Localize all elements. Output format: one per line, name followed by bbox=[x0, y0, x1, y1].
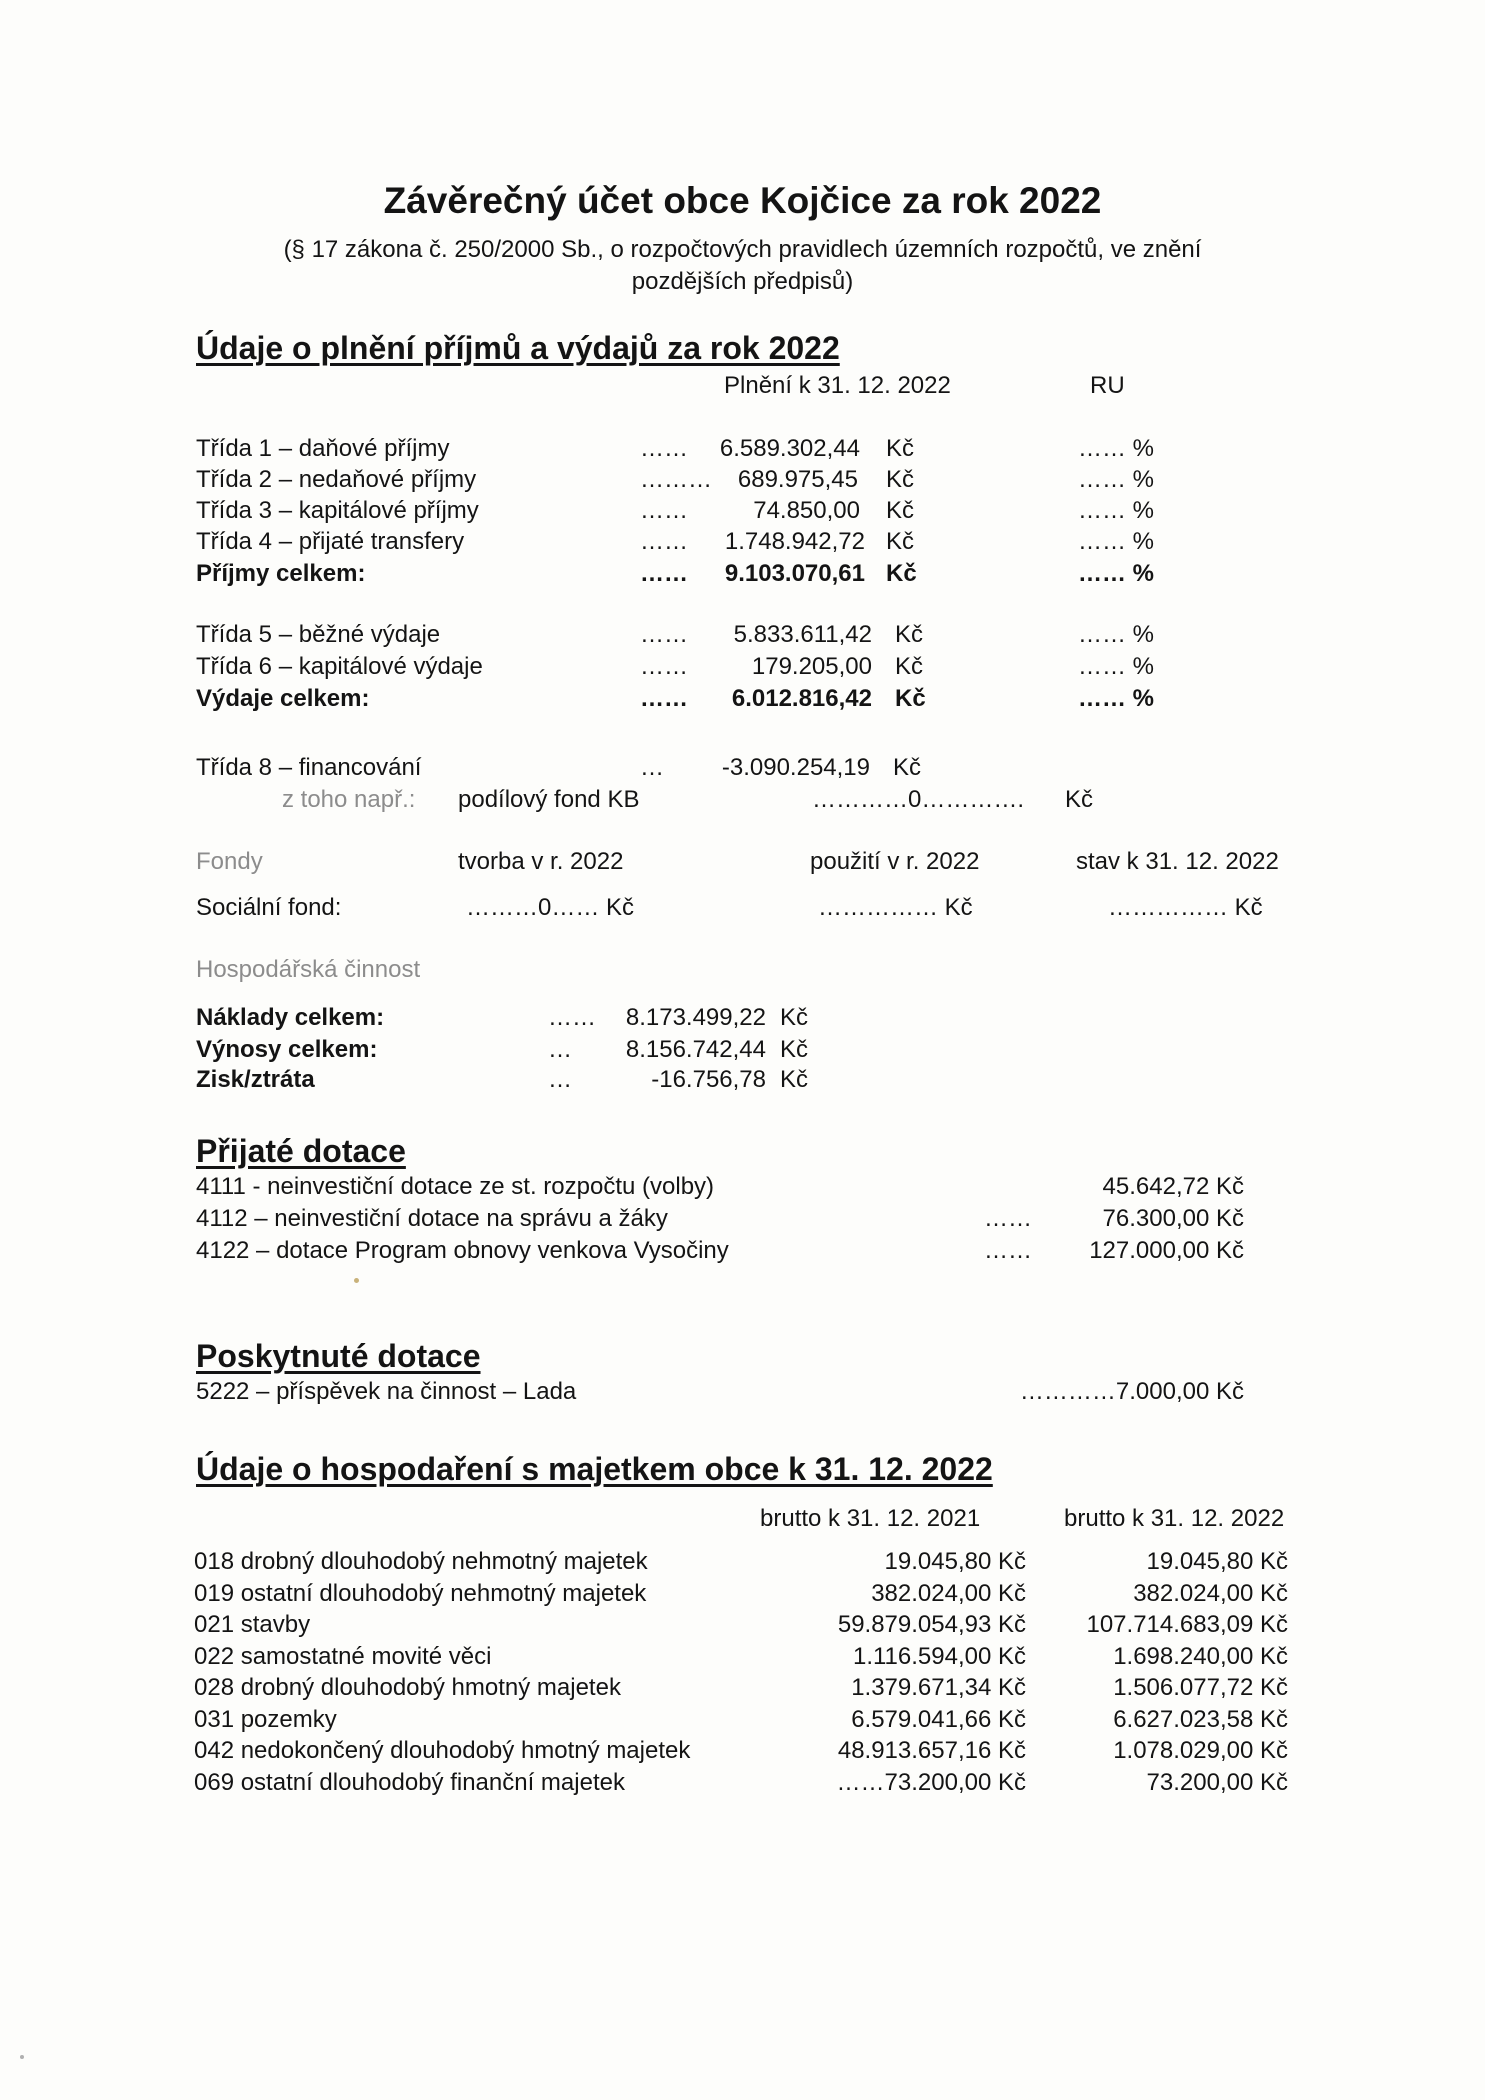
prijate-dotace-row-dots: …… bbox=[984, 1237, 1032, 1264]
majetek-row-2021: 6.579.041,66 Kč bbox=[851, 1706, 1026, 1733]
row-dots: …… bbox=[640, 497, 688, 524]
row-ru: …… % bbox=[1078, 466, 1155, 493]
fondy-col-tvorba: tvorba v r. 2022 bbox=[458, 848, 624, 875]
row-amount: 6.589.302,44 bbox=[719, 435, 860, 462]
majetek-row-2021: 19.045,80 Kč bbox=[884, 1548, 1026, 1575]
row-unit: Kč bbox=[886, 435, 915, 462]
row-unit: Kč bbox=[886, 497, 915, 524]
hospodarska-row-label: Náklady celkem: bbox=[196, 1004, 385, 1031]
row-unit: Kč bbox=[886, 560, 917, 587]
row-unit: Kč bbox=[895, 653, 924, 680]
row-dots: …… bbox=[640, 653, 688, 680]
socialni-fond-label: Sociální fond: bbox=[196, 894, 342, 921]
fond-kb-unit: Kč bbox=[1065, 786, 1094, 813]
row-ru: …… % bbox=[1078, 621, 1155, 648]
majetek-row-2021: 48.913.657,16 Kč bbox=[837, 1737, 1026, 1764]
section-heading-plneni: Údaje o plnění příjmů a výdajů za rok 2022 bbox=[196, 330, 840, 366]
hospodarska-row-label: Zisk/ztráta bbox=[196, 1066, 315, 1093]
majetek-row-2021: 1.379.671,34 Kč bbox=[851, 1674, 1026, 1701]
prijate-dotace-row-dots: …… bbox=[984, 1205, 1032, 1232]
majetek-col-2021: brutto k 31. 12. 2021 bbox=[760, 1505, 981, 1532]
hospodarska-row-amount: 8.156.742,44 bbox=[625, 1036, 766, 1063]
column-header-plneni: Plnění k 31. 12. 2022 bbox=[724, 372, 951, 399]
row-unit: Kč bbox=[886, 528, 915, 555]
section-heading-poskytnute-dotace: Poskytnuté dotace bbox=[196, 1338, 481, 1374]
fond-kb-prefix: z toho např.: bbox=[282, 786, 416, 813]
row-label: Třída 1 – daňové příjmy bbox=[196, 435, 450, 462]
fondy-label: Fondy bbox=[196, 848, 263, 875]
row-dots: ……… bbox=[640, 466, 712, 493]
financovani-dots: … bbox=[640, 754, 664, 781]
hospodarska-row-dots: …… bbox=[548, 1004, 596, 1031]
row-dots: …… bbox=[640, 528, 688, 555]
prijate-dotace-row-label: 4112 – neinvestiční dotace na správu a žáky bbox=[196, 1205, 668, 1232]
section-heading-majetek: Údaje o hospodaření s majetkem obce k 31. 12. 2022 bbox=[196, 1451, 993, 1487]
scan-speck bbox=[354, 1278, 359, 1283]
majetek-col-2022: brutto k 31. 12. 2022 bbox=[1064, 1505, 1285, 1532]
prijate-dotace-row-value: 76.300,00 Kč bbox=[1102, 1205, 1244, 1232]
majetek-row-2022: 6.627.023,58 Kč bbox=[1113, 1706, 1288, 1733]
majetek-row-2021: 1.116.594,00 Kč bbox=[852, 1643, 1026, 1670]
socialni-fond-tvorba: ………0…… Kč bbox=[466, 894, 635, 921]
row-amount: 1.748.942,72 bbox=[724, 528, 865, 555]
hospodarska-row-label: Výnosy celkem: bbox=[196, 1036, 378, 1063]
row-label-total: Příjmy celkem: bbox=[196, 560, 366, 587]
row-dots: …… bbox=[640, 685, 688, 712]
row-amount: 74.850,00 bbox=[753, 497, 860, 524]
majetek-row-2021: 382.024,00 Kč bbox=[871, 1580, 1026, 1607]
scan-speck bbox=[20, 2055, 24, 2059]
majetek-row-label: 028 drobný dlouhodobý hmotný majetek bbox=[194, 1674, 621, 1701]
row-label: Třída 4 – přijaté transfery bbox=[196, 528, 465, 555]
prijate-dotace-row-label: 4122 – dotace Program obnovy venkova Vysočiny bbox=[196, 1237, 729, 1264]
row-ru: …… % bbox=[1078, 560, 1155, 587]
row-dots: …… bbox=[640, 435, 688, 462]
row-unit: Kč bbox=[895, 621, 924, 648]
poskytnute-dotace-row-value: …………7.000,00 Kč bbox=[1019, 1378, 1244, 1405]
hospodarska-row-dots: … bbox=[548, 1036, 572, 1063]
row-label-total: Výdaje celkem: bbox=[196, 685, 370, 712]
column-header-ru: RU bbox=[1090, 372, 1125, 399]
hospodarska-row-amount: -16.756,78 bbox=[651, 1066, 766, 1093]
row-label: Třída 6 – kapitálové výdaje bbox=[196, 653, 483, 680]
row-unit: Kč bbox=[886, 466, 915, 493]
row-ru: …… % bbox=[1078, 497, 1155, 524]
majetek-row-label: 018 drobný dlouhodobý nehmotný majetek bbox=[194, 1548, 648, 1575]
fondy-col-stav: stav k 31. 12. 2022 bbox=[1076, 848, 1279, 875]
section-heading-prijate-dotace: Přijaté dotace bbox=[196, 1133, 406, 1169]
majetek-row-2022: 1.698.240,00 Kč bbox=[1113, 1643, 1288, 1670]
row-amount-total: 9.103.070,61 bbox=[724, 560, 865, 587]
financovani-unit: Kč bbox=[893, 754, 922, 781]
majetek-row-2022: 1.078.029,00 Kč bbox=[1113, 1737, 1288, 1764]
row-dots: …… bbox=[640, 621, 688, 648]
hospodarska-row-dots: … bbox=[548, 1066, 572, 1093]
row-label: Třída 3 – kapitálové příjmy bbox=[196, 497, 479, 524]
legal-reference-line-1: (§ 17 zákona č. 250/2000 Sb., o rozpočtových pravidlech územních rozpočtů, ve znění bbox=[283, 236, 1202, 263]
row-dots: …… bbox=[640, 560, 688, 587]
hospodarska-row-unit: Kč bbox=[780, 1066, 809, 1093]
socialni-fond-stav: …………… Kč bbox=[1108, 894, 1263, 921]
row-label: Třída 2 – nedaňové příjmy bbox=[196, 466, 477, 493]
socialni-fond-pouziti: …………… Kč bbox=[818, 894, 973, 921]
hospodarska-row-amount: 8.173.499,22 bbox=[625, 1004, 766, 1031]
majetek-row-2022: 1.506.077,72 Kč bbox=[1113, 1674, 1288, 1701]
row-amount: 179.205,00 bbox=[751, 653, 872, 680]
row-ru: …… % bbox=[1078, 435, 1155, 462]
financovani-amount: -3.090.254,19 bbox=[721, 754, 870, 781]
majetek-row-2021: ……73.200,00 Kč bbox=[836, 1769, 1026, 1796]
hospodarska-row-unit: Kč bbox=[780, 1004, 809, 1031]
hospodarska-row-unit: Kč bbox=[780, 1036, 809, 1063]
poskytnute-dotace-row-label: 5222 – příspěvek na činnost – Lada bbox=[196, 1378, 577, 1405]
majetek-row-2021: 59.879.054,93 Kč bbox=[837, 1611, 1026, 1638]
row-amount: 5.833.611,42 bbox=[733, 621, 872, 648]
prijate-dotace-row-label: 4111 - neinvestiční dotace ze st. rozpočtu (volby) bbox=[196, 1173, 715, 1200]
page-title: Závěrečný účet obce Kojčice za rok 2022 bbox=[383, 180, 1102, 221]
majetek-row-2022: 73.200,00 Kč bbox=[1146, 1769, 1288, 1796]
majetek-row-label: 069 ostatní dlouhodobý finanční majetek bbox=[194, 1769, 625, 1796]
majetek-row-label: 019 ostatní dlouhodobý nehmotný majetek bbox=[194, 1580, 647, 1607]
majetek-row-2022: 107.714.683,09 Kč bbox=[1086, 1611, 1288, 1638]
majetek-row-2022: 382.024,00 Kč bbox=[1133, 1580, 1288, 1607]
row-unit: Kč bbox=[895, 685, 926, 712]
majetek-row-label: 042 nedokončený dlouhodobý hmotný majetek bbox=[194, 1737, 691, 1764]
row-amount-total: 6.012.816,42 bbox=[731, 685, 872, 712]
row-amount: 689.975,45 bbox=[737, 466, 858, 493]
hospodarska-cinnost-label: Hospodářská činnost bbox=[196, 956, 421, 983]
row-ru: …… % bbox=[1078, 528, 1155, 555]
prijate-dotace-row-value: 45.642,72 Kč bbox=[1102, 1173, 1244, 1200]
majetek-row-label: 031 pozemky bbox=[194, 1706, 337, 1733]
prijate-dotace-row-value: 127.000,00 Kč bbox=[1089, 1237, 1244, 1264]
fondy-col-pouziti: použití v r. 2022 bbox=[810, 848, 980, 875]
legal-reference-line-2: pozdějších předpisů) bbox=[631, 268, 854, 295]
financovani-label: Třída 8 – financování bbox=[196, 754, 422, 781]
majetek-row-label: 022 samostatné movité věci bbox=[194, 1643, 492, 1670]
fond-kb-label: podílový fond KB bbox=[458, 786, 640, 813]
row-label: Třída 5 – běžné výdaje bbox=[196, 621, 441, 648]
row-ru: …… % bbox=[1078, 685, 1155, 712]
row-ru: …… % bbox=[1078, 653, 1155, 680]
fond-kb-value: …………0…………. bbox=[812, 786, 1025, 813]
majetek-row-label: 021 stavby bbox=[194, 1611, 311, 1638]
majetek-row-2022: 19.045,80 Kč bbox=[1146, 1548, 1288, 1575]
